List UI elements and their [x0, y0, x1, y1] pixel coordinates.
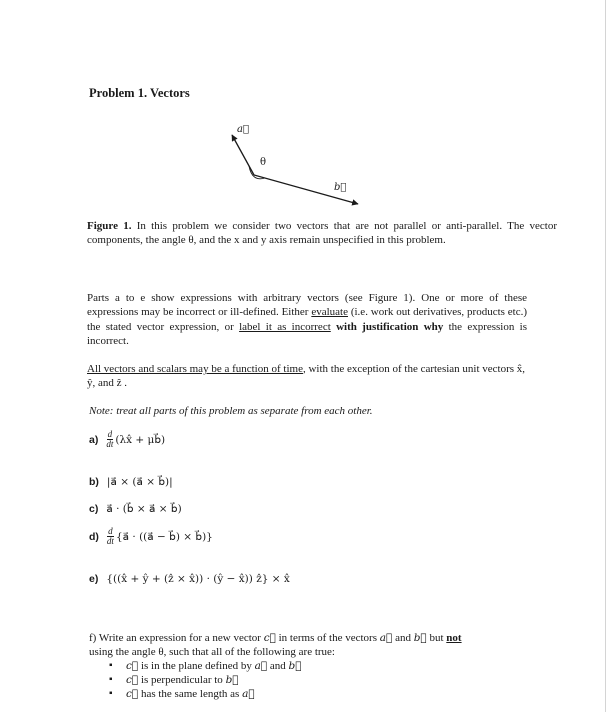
part-b-expression: |a⃗ × (a⃗ × b⃗)|	[106, 476, 173, 488]
vector-c: c⃗	[263, 632, 276, 644]
problem-title: Problem 1. Vectors	[89, 86, 190, 100]
parts-intro-text-3: the expression is incorrect.	[87, 320, 528, 347]
justification-why-bold: justification why	[356, 320, 444, 333]
figure-caption	[87, 219, 557, 248]
vector-b: b⃗	[413, 632, 427, 644]
with-bold: with	[330, 320, 357, 333]
part-c-expression: a⃗ · (b⃗ × a⃗ × b⃗)	[106, 503, 182, 515]
part-a-label: a)	[89, 433, 99, 446]
part-f: f) Write an expression for a new vector c⃗ in terms of the vectors a⃗ and b⃗ but not using the angle θ, such that all of the following are true:	[89, 632, 462, 659]
part-a-expression: (λx̂ + μb⃗)	[115, 433, 166, 446]
vector-figure	[224, 120, 364, 210]
part-b	[89, 476, 173, 488]
part-d-expression: {a⃗ · ((a⃗ − b⃗) × b⃗)}	[115, 530, 213, 543]
vector-a-arrow	[232, 135, 254, 175]
evaluate-underlined: evaluate	[311, 306, 348, 319]
part-e	[89, 573, 290, 585]
vector-b-label: b⃗	[334, 182, 347, 193]
part-c-label: c)	[89, 503, 99, 515]
part-f-conditions	[109, 659, 302, 701]
part-d-derivative: $\frac{d}{dt}$	[106, 526, 114, 546]
part-f-label: f)	[89, 632, 97, 644]
figure-caption-label: Figure 1.	[87, 220, 132, 232]
part-c	[89, 503, 182, 515]
part-e-label: e)	[89, 573, 99, 585]
condition-same-length: ▪ c⃗ has the same length as a⃗	[109, 687, 302, 701]
parts-intro-paragraph	[87, 291, 527, 348]
part-a-derivative: $\frac{d}{dt}$	[106, 429, 114, 449]
time-dependence-underlined: All vectors and scalars may be a function of time	[87, 363, 303, 375]
part-f-text: using the angle θ, such that all of the following are true:	[89, 646, 335, 659]
page-edge	[605, 0, 606, 712]
parts-intro-text-1: Parts a to e show expressions with arbitrary vectors (see Figure 1). One or more of these expressions may be incorrect or ill-defined. Either	[87, 292, 527, 319]
part-d	[89, 527, 213, 546]
angle-theta-label: θ	[260, 157, 267, 168]
condition-in-plane: ▪ c⃗ is in the plane defined by a⃗ and b⃗	[109, 659, 302, 673]
vector-a-label: a⃗	[237, 124, 249, 135]
vector-a: a⃗	[379, 632, 393, 644]
condition-perpendicular: ▪ c⃗ is perpendicular to b⃗	[109, 673, 302, 687]
time-dependence-text: , with the exception of the cartesian unit vectors x̂, ŷ, and ẑ .	[87, 363, 526, 390]
note: Note: treat all parts of this problem as separate from each other.	[89, 405, 373, 417]
part-b-label: b)	[89, 476, 99, 488]
part-e-expression: {((x̂ + ŷ + (ẑ × x̂)) · (ŷ − x̂)) ẑ} × x̂	[106, 573, 290, 585]
part-a	[89, 430, 165, 449]
figure-caption-text: In this problem we consider two vectors that are not parallel or anti-parallel. The vector components, the angle θ, and the x and y axis remain unspecified in this problem.	[87, 220, 557, 247]
parts-intro-text-2: (i.e. work out derivatives, products etc.) the stated vector expression, or	[87, 306, 528, 333]
time-dependence-paragraph	[87, 362, 527, 391]
not-bold-underlined: not	[446, 632, 462, 644]
label-incorrect-underlined: label it as incorrect	[239, 320, 331, 333]
part-d-label: d)	[89, 530, 99, 543]
